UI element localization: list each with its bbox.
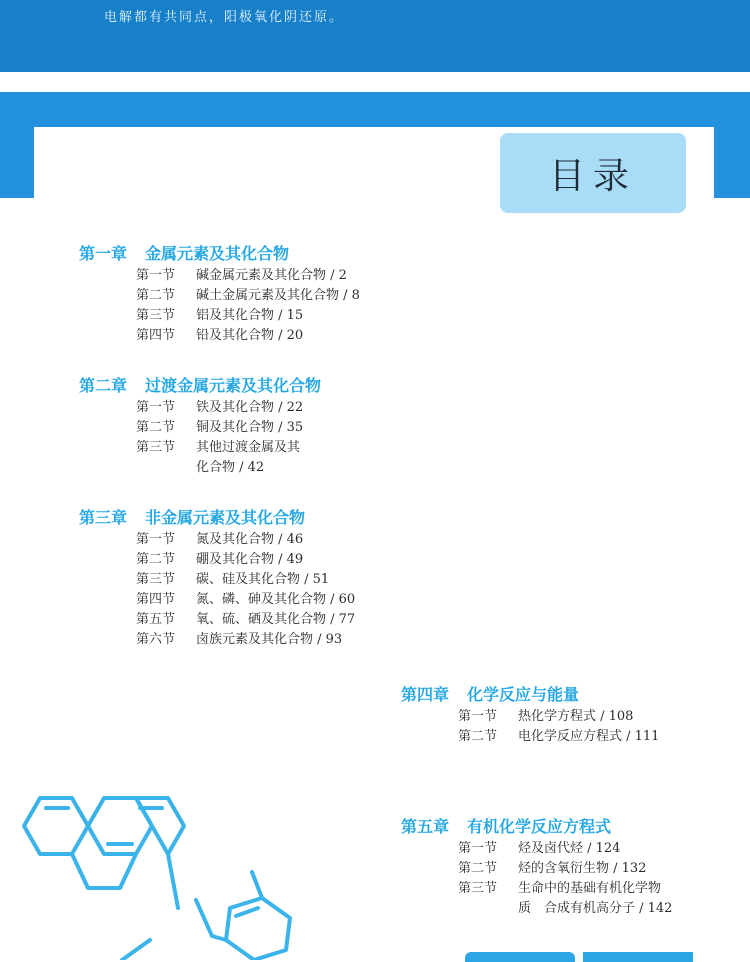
toc-entry[interactable] xyxy=(79,418,321,438)
toc-entry[interactable] xyxy=(401,879,672,899)
chapter-name: 过渡金属元素及其化合物 xyxy=(145,376,322,395)
toc-entry[interactable] xyxy=(79,326,360,346)
toc-entry[interactable] xyxy=(79,286,360,306)
section-text: 化合物 / 42 xyxy=(196,460,265,475)
bottom-decor-badge xyxy=(583,952,693,962)
section-label: 第二节 xyxy=(136,420,176,435)
chapter-title[interactable] xyxy=(401,815,672,839)
toc-entry[interactable] xyxy=(401,707,659,727)
section-text: 烃的含氧衍生物 / 132 xyxy=(518,861,647,876)
toc-entry[interactable] xyxy=(401,839,672,859)
section-label: 第一节 xyxy=(136,400,176,415)
section-label: 第三节 xyxy=(136,440,176,455)
molecule-structure-icon xyxy=(0,780,330,960)
section-text: 烃及卤代烃 / 124 xyxy=(518,841,621,856)
chapter-title[interactable] xyxy=(79,506,355,530)
section-text: 铜及其化合物 / 35 xyxy=(196,420,304,435)
toc-entry[interactable] xyxy=(79,266,360,286)
chapter-name: 金属元素及其化合物 xyxy=(145,244,290,263)
section-label: 第二节 xyxy=(458,861,498,876)
toc-title: 目录 xyxy=(548,155,637,197)
toc-entry[interactable] xyxy=(79,590,355,610)
chapter-name: 化学反应与能量 xyxy=(467,685,580,704)
section-text: 碱金属元素及其化合物 / 2 xyxy=(196,268,347,283)
section-text: 生命中的基础有机化学物 xyxy=(518,881,662,896)
section-label: 第三节 xyxy=(136,572,176,587)
toc-entry[interactable] xyxy=(79,530,355,550)
section-text: 碳、硅及其化合物 / 51 xyxy=(196,572,330,587)
section-label: 第一节 xyxy=(458,709,498,724)
chapter-number: 第四章 xyxy=(401,685,450,704)
toc-entry-continuation[interactable] xyxy=(79,458,321,478)
chapter-5 xyxy=(401,815,672,919)
chapter-name: 有机化学反应方程式 xyxy=(467,817,612,836)
section-label: 第一节 xyxy=(136,532,176,547)
chapter-number: 第二章 xyxy=(79,376,128,395)
toc-entry[interactable] xyxy=(401,727,659,747)
toc-entry-continuation[interactable] xyxy=(401,899,672,919)
section-text: 氮及其化合物 / 46 xyxy=(196,532,304,547)
section-text: 铁及其化合物 / 22 xyxy=(196,400,304,415)
chapter-title[interactable] xyxy=(401,683,659,707)
section-label: 第五节 xyxy=(136,612,176,627)
chapter-4 xyxy=(401,683,659,747)
section-label: 第三节 xyxy=(458,881,498,896)
section-label: 第一节 xyxy=(458,841,498,856)
chapter-number: 第一章 xyxy=(79,244,128,263)
section-text: 电化学反应方程式 / 111 xyxy=(518,729,660,744)
section-label: 第四节 xyxy=(136,328,176,343)
section-text: 硼及其化合物 / 49 xyxy=(196,552,304,567)
section-label: 第二节 xyxy=(458,729,498,744)
section-label: 第一节 xyxy=(136,268,176,283)
section-text: 质 合成有机高分子 / 142 xyxy=(518,901,673,916)
chapter-2 xyxy=(79,374,321,478)
section-text: 碱土金属元素及其化合物 / 8 xyxy=(196,288,360,303)
toc-entry[interactable] xyxy=(79,398,321,418)
toc-entry[interactable] xyxy=(79,630,355,650)
toc-title-box xyxy=(500,133,686,213)
section-label: 第二节 xyxy=(136,552,176,567)
section-label: 第二节 xyxy=(136,288,176,303)
section-text: 铅及其化合物 / 20 xyxy=(196,328,304,343)
chapter-title[interactable] xyxy=(79,374,321,398)
chapter-title[interactable] xyxy=(79,242,360,266)
section-text: 铝及其化合物 / 15 xyxy=(196,308,304,323)
toc-entry[interactable] xyxy=(79,438,321,458)
chapter-name: 非金属元素及其化合物 xyxy=(145,508,306,527)
section-label: 第四节 xyxy=(136,592,176,607)
toc-entry[interactable] xyxy=(79,570,355,590)
section-label: 第三节 xyxy=(136,308,176,323)
section-label: 第六节 xyxy=(136,632,176,647)
section-text: 氮、磷、砷及其化合物 / 60 xyxy=(196,592,356,607)
section-text: 其他过渡金属及其 xyxy=(196,440,301,455)
chapter-number: 第五章 xyxy=(401,817,450,836)
chapter-1 xyxy=(79,242,360,346)
bottom-decor-shape xyxy=(465,952,575,962)
section-text: 热化学方程式 / 108 xyxy=(518,709,634,724)
toc-entry[interactable] xyxy=(79,306,360,326)
toc-entry[interactable] xyxy=(79,550,355,570)
section-text: 卤族元素及其化合物 / 93 xyxy=(196,632,343,647)
header-band xyxy=(0,0,750,72)
toc-entry[interactable] xyxy=(401,859,672,879)
chapter-number: 第三章 xyxy=(79,508,128,527)
toc-entry[interactable] xyxy=(79,610,355,630)
chapter-3 xyxy=(79,506,355,650)
header-text: 电解都有共同点，阳极氧化阴还原。 xyxy=(104,10,345,25)
section-text: 氧、硫、硒及其化合物 / 77 xyxy=(196,612,356,627)
